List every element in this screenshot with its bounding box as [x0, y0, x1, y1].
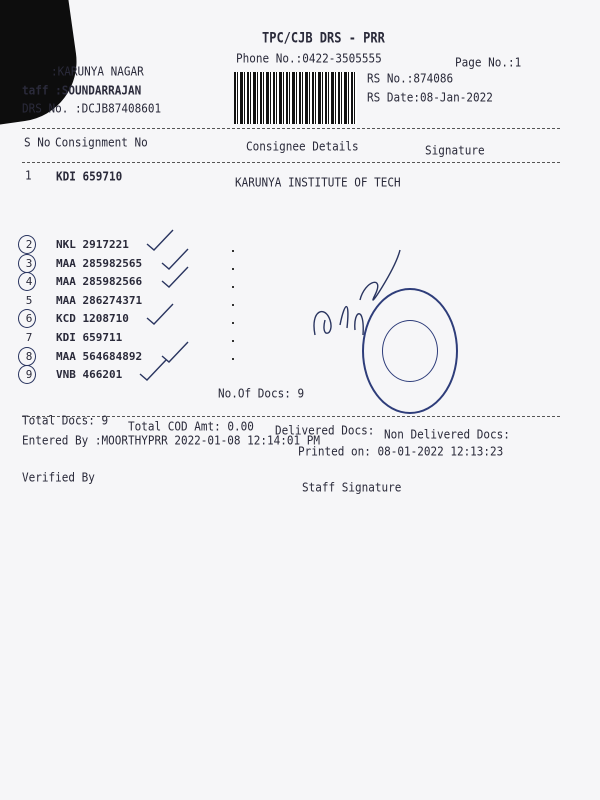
handwritten-tick-icon: [145, 302, 175, 326]
col-sno: S No: [24, 135, 51, 150]
row-1-consignment: KDI 659710: [56, 169, 123, 184]
col-consignment: Consignment No: [55, 135, 148, 150]
staff-name: taff :SOUNDARRAJAN: [22, 83, 142, 98]
row-1-consignee: KARUNYA INSTITUTE OF TECH: [235, 175, 401, 190]
no-of-docs: No.Of Docs: 9: [218, 386, 305, 401]
phone-number: Phone No.:0422-3505555: [236, 51, 382, 66]
row-sno: 9: [25, 368, 33, 382]
verified-by: Verified By: [22, 470, 95, 485]
divider: [22, 162, 560, 163]
row-sno: 3: [25, 256, 33, 270]
row-consignment: KDI 659711: [56, 331, 123, 344]
row-sno: 6: [25, 312, 33, 326]
row-consignment: KCD 1208710: [56, 312, 129, 326]
handwritten-tick-icon: [138, 358, 168, 382]
entered-by: Entered By :MOORTHYPRR 2022-01-08 12:14:01 PM: [22, 433, 321, 448]
row-1-sno: 1: [25, 168, 32, 183]
table-row: [22, 350, 322, 366]
row-consignment: VNB 466201: [56, 368, 123, 382]
total-cod: Total COD Amt: 0.00: [128, 419, 254, 434]
col-signature: Signature: [425, 143, 485, 158]
row-sno: 2: [25, 238, 33, 251]
row-sno: 8: [25, 349, 33, 363]
table-row: [22, 312, 322, 328]
row-consignment: NKL 2917221: [56, 238, 129, 251]
delivered-docs: Delivered Docs:: [275, 423, 375, 438]
barcode: [234, 72, 357, 124]
row-sno: 5: [25, 293, 33, 307]
row-consignment: MAA 285982566: [56, 275, 143, 289]
page-number: Page No.:1: [455, 55, 522, 70]
table-row: [22, 275, 322, 291]
row-sno: 7: [25, 331, 33, 344]
document-title: TPC/CJB DRS - PRR: [262, 30, 385, 47]
row-consignment: MAA 286274371: [56, 293, 143, 307]
row-consignment: MAA 564684892: [56, 349, 143, 363]
handwritten-signature: [305, 240, 415, 350]
branch-name: :KARUNYA NAGAR: [51, 64, 144, 79]
rs-date: RS Date:08-Jan-2022: [367, 90, 493, 105]
row-consignment: MAA 285982565: [56, 256, 143, 270]
handwritten-tick-icon: [160, 265, 190, 289]
non-delivered-docs: Non Delivered Docs:: [384, 427, 510, 442]
rs-number: RS No.:874086: [367, 71, 454, 86]
divider: [22, 128, 560, 129]
row-sno: 4: [25, 275, 33, 289]
staff-signature: Staff Signature: [302, 480, 402, 495]
drs-number: DRS No. :DCJB87408601: [22, 101, 162, 116]
printed-on: Printed on: 08-01-2022 12:13:23: [298, 444, 504, 459]
total-docs: Total Docs: 9: [22, 413, 109, 428]
dotted-column: [232, 250, 236, 376]
col-consignee: Consignee Details: [246, 139, 359, 154]
table-row: [22, 368, 322, 384]
